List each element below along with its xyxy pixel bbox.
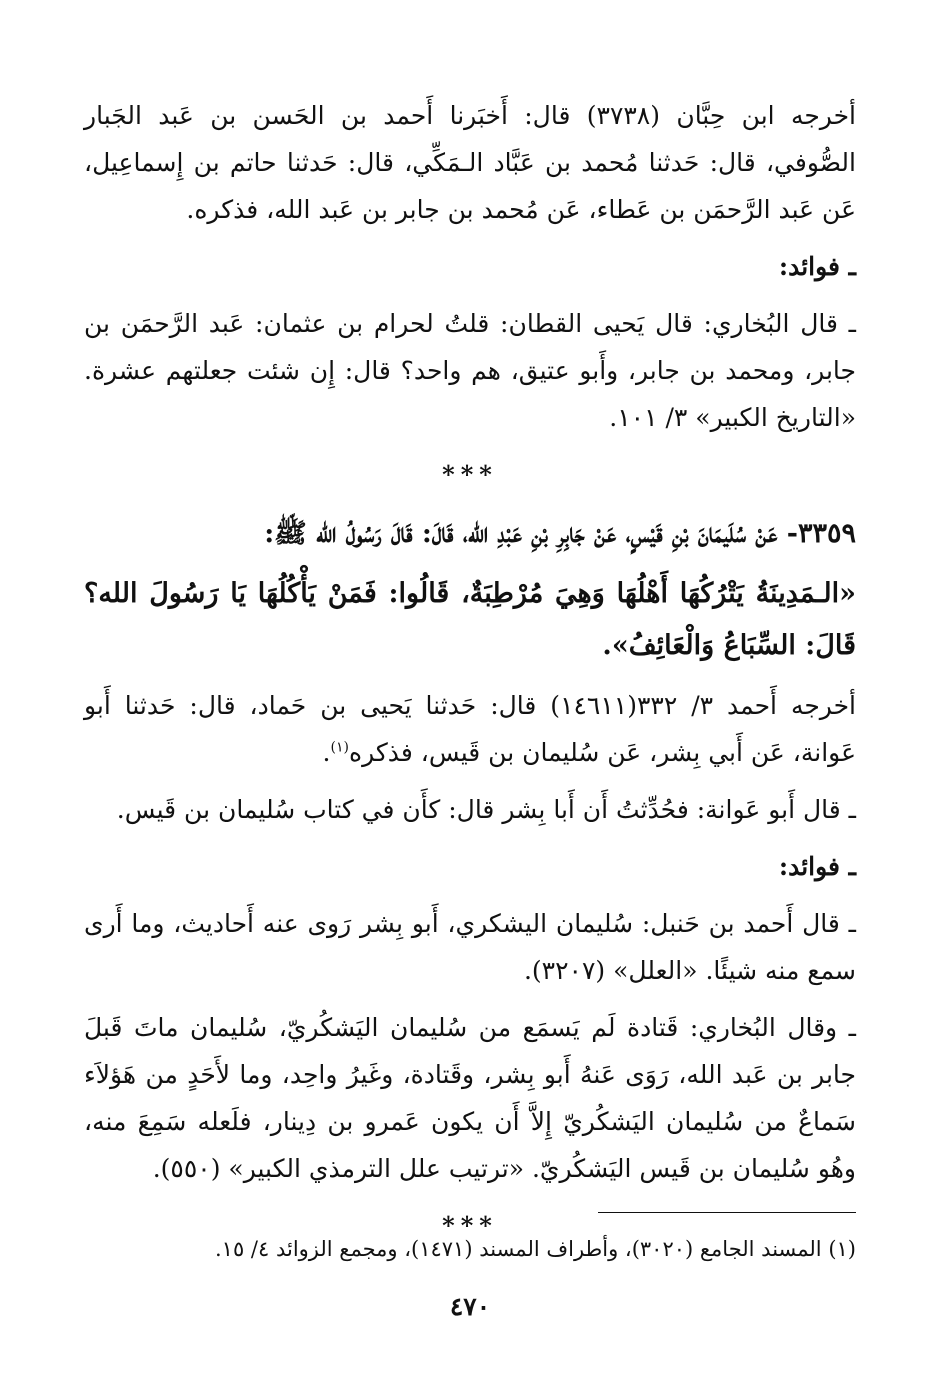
takhrij-text: أخرجه أَحمد ٣/ ٣٣٢(١٤٦١١) قال: حَدثنا يَحيى بن حَماد، قال: حَدثنا أَبو عَوانة، عَن أَبي بِشر، عَن سُليمان بن قَيس، فذكره <box>84 691 857 767</box>
footnote-marker[interactable]: (١) <box>330 739 349 756</box>
fawaid-paragraph-1: ـ قال البُخاري: قال يَحيى القطان: قلتُ لحرام بن عثمان: عَبد الرَّحمَن بن جابر، ومحمد بن جابر، وأَبو عتيق، هم واحد؟ قال: إِن شئت جعلتهم عشرة. «التاريخ الكبير» ٣/ ١٠١. <box>84 309 856 432</box>
takhrij-paragraph-2 <box>84 682 856 776</box>
abu-awana-note: ـ قال أَبو عَوانة: فحُدِّثتُ أَن أَبا بِشر قال: كأَن في كتاب سُليمان بن قَيس. <box>116 795 856 824</box>
footnote: (١) المسند الجامع (٣٠٢٠)، وأطراف المسند (١٤٧١)، ومجمع الزوائد ٤/ ١٥. <box>214 1237 856 1261</box>
hadith-isnad: ٣٣٥٩- عَنْ سُلَيمَانَ بْنِ قَيْسٍ، عَنْ جَابِرِ بْنِ عَبْدِ الله، قَالَ: قَالَ رَسُولُ الله ﷺ: <box>264 518 856 549</box>
takhrij-paragraph-1: أخرجه ابن حِبَّان (٣٧٣٨) قال: أَخبَرنا أَحمد بن الحَسن بن عَبد الجَبار الصُّوفي، قال: حَدثنا مُحمد بن عَبَّاد الـمَكِّي، قال: حَدثنا حاتم بن إِسماعِيل، عَن عَبد الرَّحمَن بن عَطاء، عَن مُحمد بن جابر بن عَبد الله، فذكره. <box>84 101 856 224</box>
fawaid-heading-1: ـ فوائد: <box>778 252 856 281</box>
hadith-matn: «الـمَدِينَةُ يَتْرُكُهَا أَهْلُهَا وَهِيَ مُرْطِبَةٌ، قَالُوا: فَمَنْ يَأْكُلُهَا يَا رَسُولَ الله؟ قَالَ: السِّبَاعُ وَالْعَائِفُ». <box>84 578 856 661</box>
separator-stars-1: *** <box>442 460 498 489</box>
separator-stars-2: *** <box>442 1211 498 1240</box>
ahmad-note: ـ قال أَحمد بن حَنبل: سُليمان اليشكري، أَبو بِشر رَوى عنه أَحاديث، وما أَرى سمع منه شيئًا. «العلل» (٣٢٠٧). <box>84 909 856 985</box>
fawaid-heading-2: ـ فوائد: <box>778 852 856 881</box>
bukhari-note: ـ وقال البُخاري: قَتادة لَم يَسمَع من سُليمان اليَشكُريّ، سُليمان ماتَ قَبلَ جابر بن عَبد الله، رَوَى عَنهُ أَبو بِشر، وقَتادة، وغَيرُ واحِد، وما لأَحَدٍ من هَؤلاَء سَماعٌ من سُليمان اليَشكُريّ إِلاَّ أَن يكون عَمرو بن دِينار، فلَعله سَمِعَ منه، وهُو سُليمان بن قَيس اليَشكُريّ. «ترتيب علل الترمذي الكبير» (٥٥٠). <box>84 1013 856 1183</box>
page-number: ٤٧٠ <box>449 1292 491 1321</box>
footnote-divider <box>598 1212 856 1213</box>
takhrij-end: . <box>322 738 331 767</box>
main-text <box>84 92 856 1259</box>
